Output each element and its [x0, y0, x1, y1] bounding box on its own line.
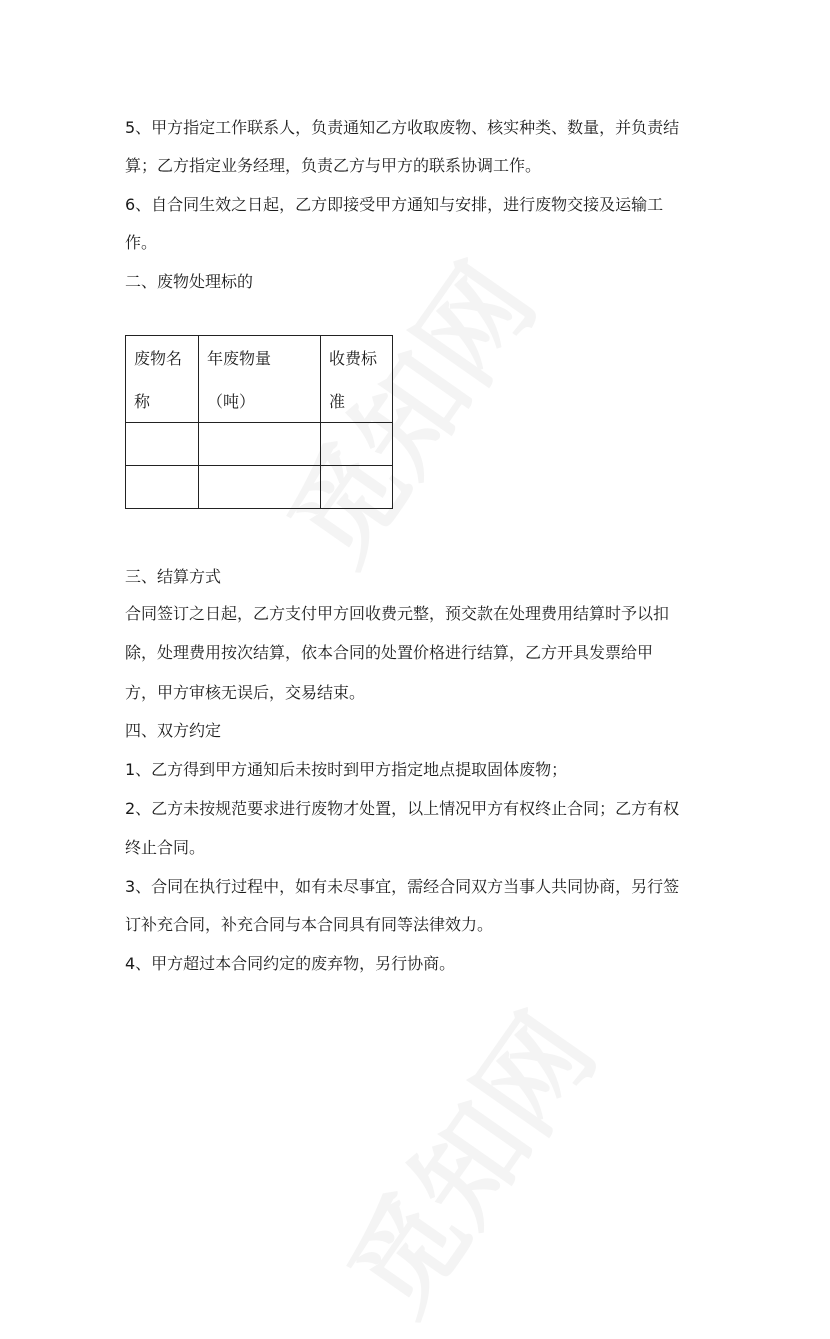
table-header-cell: [321, 336, 393, 423]
paragraph-line: 5、甲方指定工作联系人，负责通知乙方收取废物、核实种类、数量，并负责结: [125, 118, 680, 137]
table-cell: [199, 466, 321, 509]
paragraph-line: 2、乙方未按规范要求进行废物才处置，以上情况甲方有权终止合同；乙方有权: [125, 799, 680, 818]
paragraph-line: 6、自合同生效之日起，乙方即接受甲方通知与安排，进行废物交接及运输工: [125, 195, 664, 214]
header-text: （吨）: [207, 392, 256, 411]
paragraph-line: 终止合同。: [125, 838, 206, 857]
header-text: 收费标: [329, 349, 378, 368]
paragraph-line: 方，甲方审核无误后，交易结束。: [125, 683, 366, 702]
table-cell: [126, 423, 199, 466]
header-text: 称: [134, 392, 151, 411]
section-heading: 二、废物处理标的: [125, 272, 254, 291]
watermark: [306, 979, 625, 1339]
table-row: [126, 466, 393, 509]
paragraph-line: 除，处理费用按次结算，依本合同的处置价格进行结算，乙方开具发票给甲: [125, 643, 654, 662]
paragraph-line: 1、乙方得到甲方通知后未按时到甲方指定地点提取固体废物；: [125, 760, 568, 779]
section-heading: 四、双方约定: [125, 721, 222, 740]
table-row: [126, 423, 393, 466]
header-text: 准: [329, 392, 346, 411]
section-heading: 三、结算方式: [125, 567, 222, 586]
paragraph-line: 合同签订之日起，乙方支付甲方回收费元整，预交款在处理费用结算时予以扣: [125, 604, 670, 623]
table-header-row: [126, 336, 393, 423]
table-cell: [126, 466, 199, 509]
table-header-cell: [126, 336, 199, 423]
header-text: 废物名: [134, 349, 183, 368]
waste-table: [125, 335, 393, 509]
table-cell: [321, 466, 393, 509]
table-cell: [321, 423, 393, 466]
paragraph-line: 3、合同在执行过程中，如有未尽事宜，需经合同双方当事人共同协商，另行签: [125, 877, 680, 896]
paragraph-line: 作。: [125, 233, 158, 252]
paragraph-line: 算；乙方指定业务经理，负责乙方与甲方的联系协调工作。: [125, 156, 542, 175]
table-cell: [199, 423, 321, 466]
table-header-cell: [199, 336, 321, 423]
header-text: 年废物量: [207, 349, 272, 368]
paragraph-line: 4、甲方超过本合同约定的废弃物，另行协商。: [125, 954, 456, 973]
paragraph-line: 订补充合同，补充合同与本合同具有同等法律效力。: [125, 915, 494, 934]
